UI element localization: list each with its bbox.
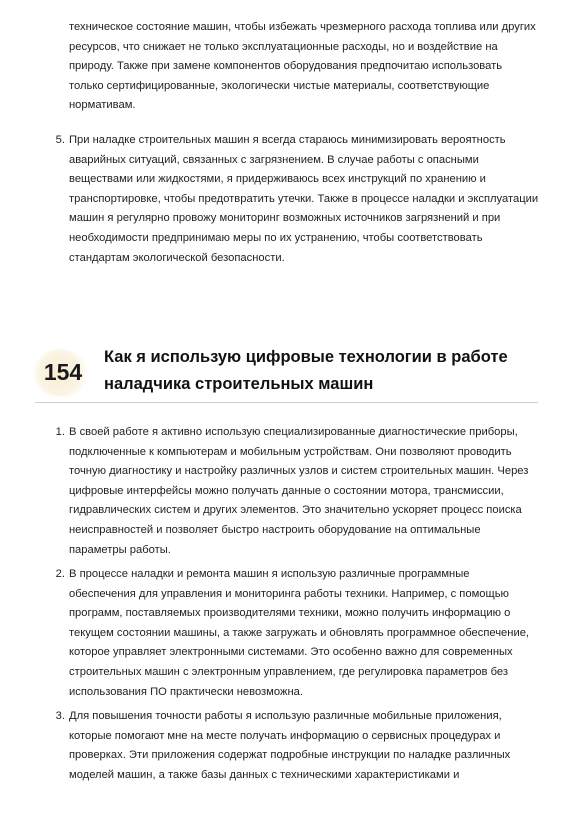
heading-divider [35,402,538,403]
continuation-paragraph: техническое состояние машин, чтобы избежать чрезмерного расхода топлива или других ресурсов, что снижает не только эксплуатационные расходы, но и воздействие на природу. Также при замене компонентов оборудования предпочитаю использовать только сертифицированные, экологически чистые материалы, соответствующие нормативам. [69,21,536,112]
section-number: 154 [43,359,83,385]
list-item-number: 5. [55,134,65,146]
list-item-text: В процессе наладки и ремонта машин я использую различные программные обеспечения для управления и мониторинга работы техники. Например, с помощью программ, поставляемых производителями техники, можно получить информацию о текущем состоянии машины, а также загружать и обновлять программное обеспечение, которое управляет электронными системами. Это особенно важно для современных строительных машин с электронным управлением, где регулировка параметров без использования ПО практически невозможна. [69,568,530,698]
section-title: Как я использую цифровые технологии в работе наладчика строительных машин [104,348,508,393]
list-item-number: 1. [55,426,65,438]
list-item-number: 2. [55,568,65,580]
list-item-text: При наладке строительных машин я всегда стараюсь минимизировать вероятность аварийных ситуаций, связанных с загрязнением. В случае работы с опасными веществами или жидкостями, я придерживаюсь всех инструкций по хранению и транспортировке, чтобы предотвратить утечки. Также в процессе наладки и эксплуатации машин я регулярно провожу мониторинг возможных источников загрязнений и при необходимости предпринимаю меры по их устранению, чтобы соответствовать стандартам экологической безопасности. [69,134,539,264]
list-item-number: 3. [55,710,65,722]
list-item-text: Для повышения точности работы я использую различные мобильные приложения, которые помогают мне на месте получать информацию о сервисных процедурах и проверках. Эти приложения содержат подробные инструкции по наладке различных моделей машин, а также базы данных с техническими характеристиками и [69,710,511,781]
list-item-text: В своей работе я активно использую специализированные диагностические приборы, подключенные к компьютерам и мобильным устройствам. Они позволяют проводить точную диагностику и настройку различных узлов и систем строительных машин. Через цифровые интерфейсы можно получать данные о состоянии мотора, трансмиссии, гидравлических систем и других элементов. Это значительно ускоряет процесс поиска неисправностей и позволяет быстро настроить оборудование на оптимальные параметры работы. [69,426,529,556]
